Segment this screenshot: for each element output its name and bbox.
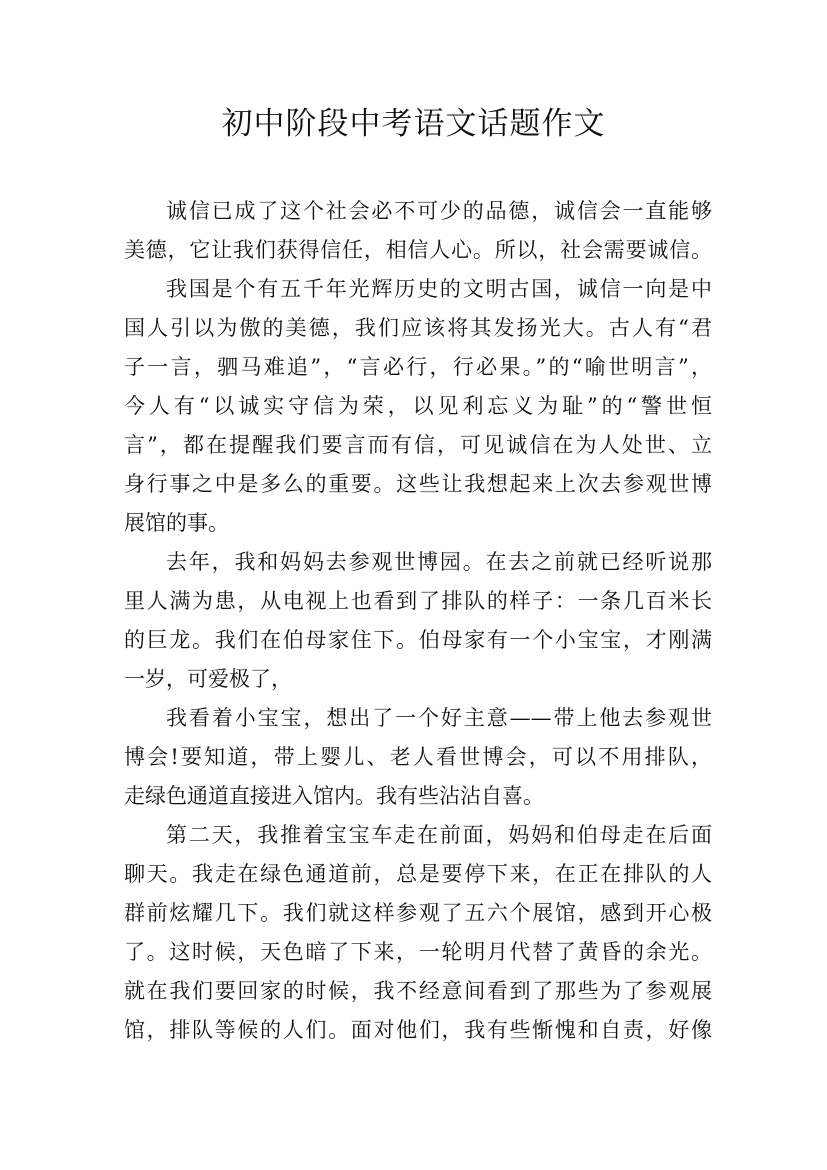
document-title: 初中阶段中考语文话题作文 bbox=[221, 106, 606, 142]
text-line: 走绿色通道直接进入馆内。我有些沾沾自喜。 bbox=[124, 784, 544, 808]
text-line: 了。这时候，天色暗了下来，一轮明月代替了黄昏的余光。 bbox=[124, 940, 712, 964]
text-line: 展馆的事。 bbox=[124, 511, 229, 535]
text-line: 群前炫耀几下。我们就这样参观了五六个展馆，感到开心极 bbox=[124, 901, 712, 925]
text-line: 我看着小宝宝，想出了一个好主意——带上他去参观世 bbox=[166, 706, 712, 730]
text-line: 今人有“以诚实守信为荣，以见利忘义为耻”的“警世恒 bbox=[124, 394, 712, 418]
text-line: 里人满为患，从电视上也看到了排队的样子：一条几百米长 bbox=[124, 589, 712, 613]
text-line: 一岁，可爱极了， bbox=[124, 667, 292, 691]
text-line: 身行事之中是多么的重要。这些让我想起来上次去参观世博 bbox=[124, 472, 712, 496]
text-line: 子一言，驷马难追”，“言必行，行必果。”的“喻世明言”， bbox=[124, 355, 712, 379]
text-line: 第二天，我推着宝宝车走在前面，妈妈和伯母走在后面 bbox=[166, 823, 712, 847]
text-line: 我国是个有五千年光辉历史的文明古国，诚信一向是中 bbox=[166, 277, 712, 301]
text-line: 聊天。我走在绿色通道前，总是要停下来，在正在排队的人 bbox=[124, 862, 712, 886]
text-line: 国人引以为傲的美德，我们应该将其发扬光大。古人有“君 bbox=[124, 316, 712, 340]
text-line: 美德，它让我们获得信任，相信人心。所以，社会需要诚信。 bbox=[124, 238, 712, 262]
text-line: 言”，都在提醒我们要言而有信，可见诚信在为人处世、立 bbox=[124, 433, 712, 457]
text-line: 的巨龙。我们在伯母家住下。伯母家有一个小宝宝，才刚满 bbox=[124, 628, 712, 652]
text-line: 诚信已成了这个社会必不可少的品德，诚信会一直能够 bbox=[166, 199, 712, 223]
essay-body bbox=[124, 192, 712, 1050]
text-line: 博会!要知道，带上婴儿、老人看世博会，可以不用排队， bbox=[124, 745, 712, 769]
text-line: 去年，我和妈妈去参观世博园。在去之前就已经听说那 bbox=[166, 550, 712, 574]
text-line: 馆，排队等候的人们。面对他们，我有些惭愧和自责，好像 bbox=[124, 1018, 712, 1042]
text-line: 就在我们要回家的时候，我不经意间看到了那些为了参观展 bbox=[124, 979, 712, 1003]
